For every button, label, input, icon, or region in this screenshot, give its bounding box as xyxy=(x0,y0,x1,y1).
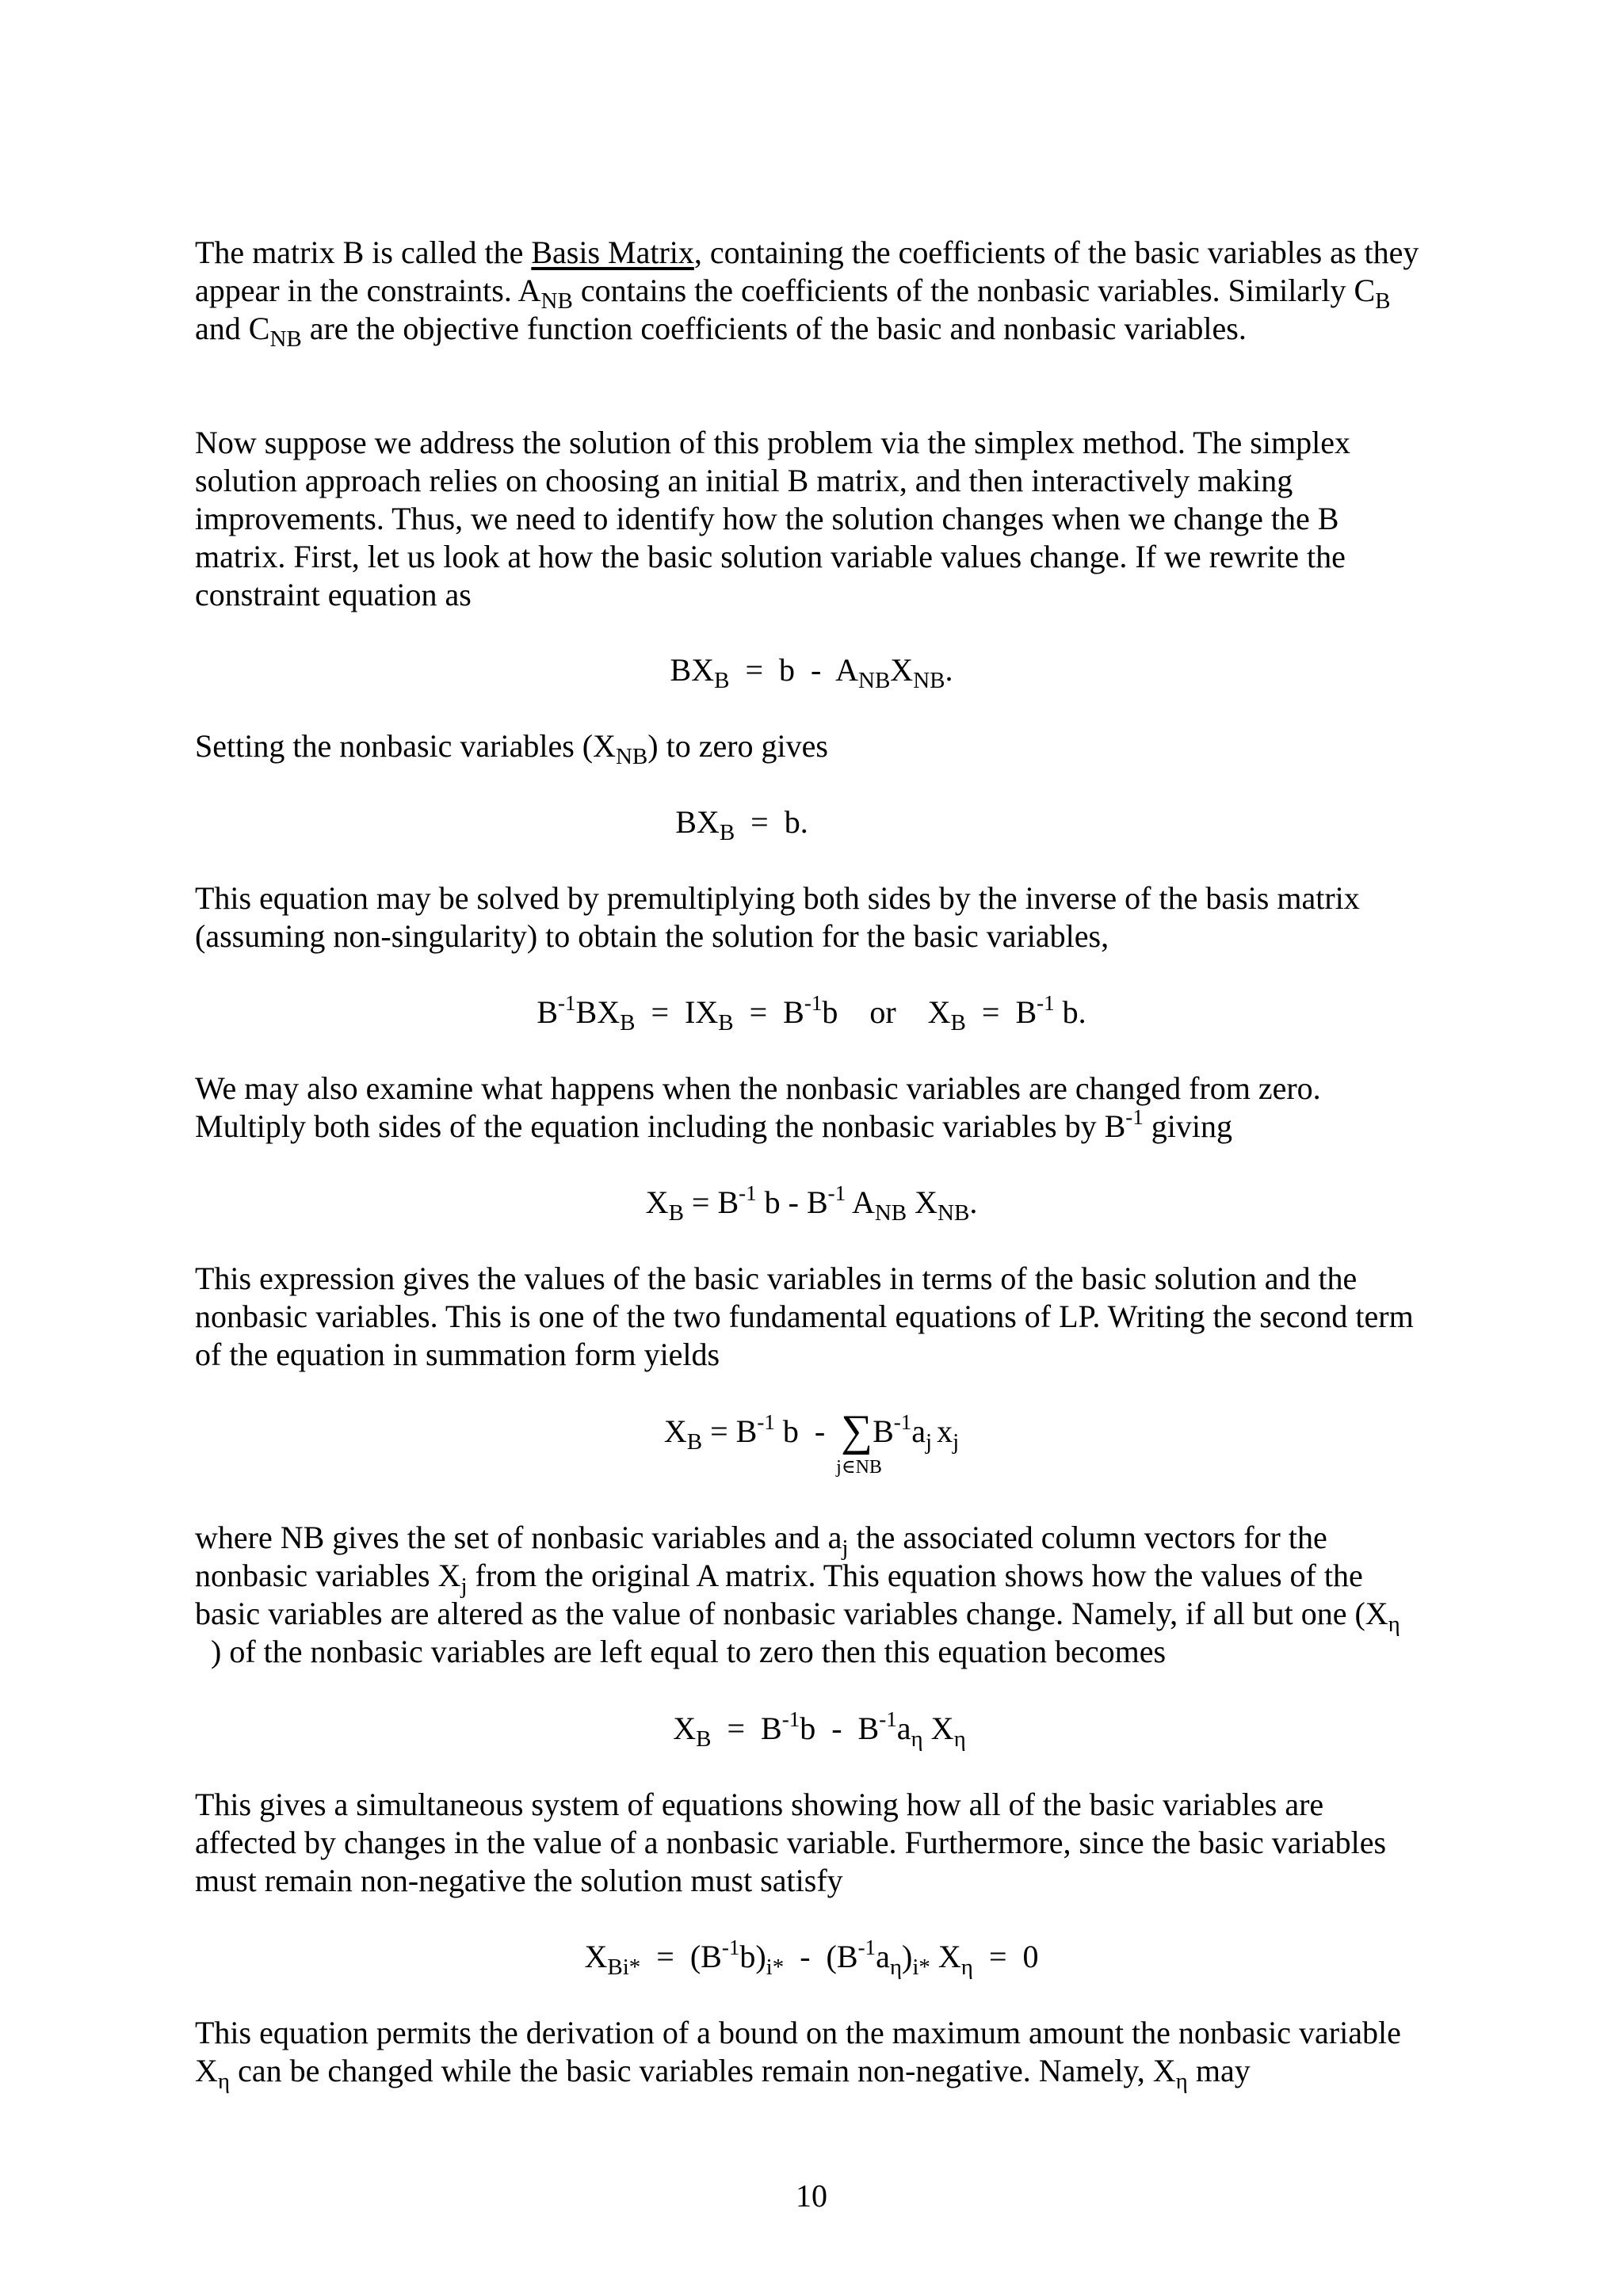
equation-constraint: $BX_B = b - A_{NB}X_{NB}$. xyxy=(670,652,953,693)
paragraph-simultaneous: This gives a simultaneous system of equations showing how all of the basic variables are affected by changes in the value of a nonbasic variable. Furthermore, since the basic variables must remain non-negative the solution must satisfy xyxy=(195,1787,1387,1898)
equation-inverse-solution: $B^{-1}BX_B = IX_B = B^{-1}b$ or $X_B = B^{-1}$ b. xyxy=(537,991,1086,1035)
equation-summation: $X_B = B^{-1}$ b - ∑ j∈NB $B^{-1}a_j$ $x_j$ xyxy=(663,1406,960,1478)
paragraph-setting-nonbasic: Setting the nonbasic variables $(X_{NB})$ to zero gives xyxy=(195,728,828,769)
equation-fundamental: $X_B = B^{-1}$ b - $B^{-1}$ $A_{NB}$ $X_{NB}$. xyxy=(645,1181,978,1226)
basis-matrix-term: Basis Matrix xyxy=(531,235,694,270)
summation-symbol: ∑ j∈NB xyxy=(836,1406,882,1478)
summation-limit: j∈NB xyxy=(836,1457,882,1478)
equation-bxb: $BX_B = b$. xyxy=(675,804,808,845)
equation-single-nonbasic: $X_B = B^{-1}b - B^{-1}a_\eta$ $X_\eta$ xyxy=(673,1707,966,1752)
page-number: 10 xyxy=(796,2178,827,2214)
paragraph-premultiply: This equation may be solved by premultiplying both sides by the inverse of the basis matrix (assuming non-singularity) to obtain the solution for the basic variables, xyxy=(195,880,1360,954)
paragraph-basis-matrix: The matrix B is called the Basis Matrix, containing the coefficients of the basic variables as they appear in the constraints. $A_{NB}$ contains the coefficients of the nonbasic variables. Similarly $C_B$ and $C_{NB}$ are the objective function coefficients of the basic and nonbasic variables. xyxy=(195,235,1419,352)
equation-nonnegativity: $X_{Bi*} = (B^{-1}b)_{i*} - (B^{-1}a_\eta)_{i*}$ $X_\eta = 0$ xyxy=(584,1936,1039,1980)
paragraph-where-nb: where NB gives the set of nonbasic variables and $a_j$ the associated column vectors for the nonbasic variables $X_j$ from the original A matrix. This equation shows how the values of the basic variables are altered as the value of nonbasic variables change. Namely, if all but one ($X_\eta$ ) of the nonbasic variables are left equal to zero then this equation becomes xyxy=(195,1520,1400,1669)
paragraph-simplex-method: Now suppose we address the solution of this problem via the simplex method. The simplex solution approach relies on choosing an initial B matrix, and then interactively making improvements. Thus, we need to identify how the solution changes when we change the B matrix. First, let us look at how the basic solution variable values change. If we rewrite the constraint equation as xyxy=(195,425,1350,612)
paragraph-bound: This equation permits the derivation of a bound on the maximum amount the nonbasic variable $X_\eta$ can be changed while the basic variables remain non-negative. Namely, $X_\eta$ may xyxy=(195,2015,1401,2094)
paragraph-nonbasic-changed: We may also examine what happens when the nonbasic variables are changed from zero. Multiply both sides of the equation including the nonbasic variables by $B^{-1}$ giving xyxy=(195,1070,1321,1144)
paragraph-expression: This expression gives the values of the basic variables in terms of the basic solution and the nonbasic variables. This is one of the two fundamental equations of LP. Writing the second term of the equation in summation form yields xyxy=(195,1261,1414,1372)
